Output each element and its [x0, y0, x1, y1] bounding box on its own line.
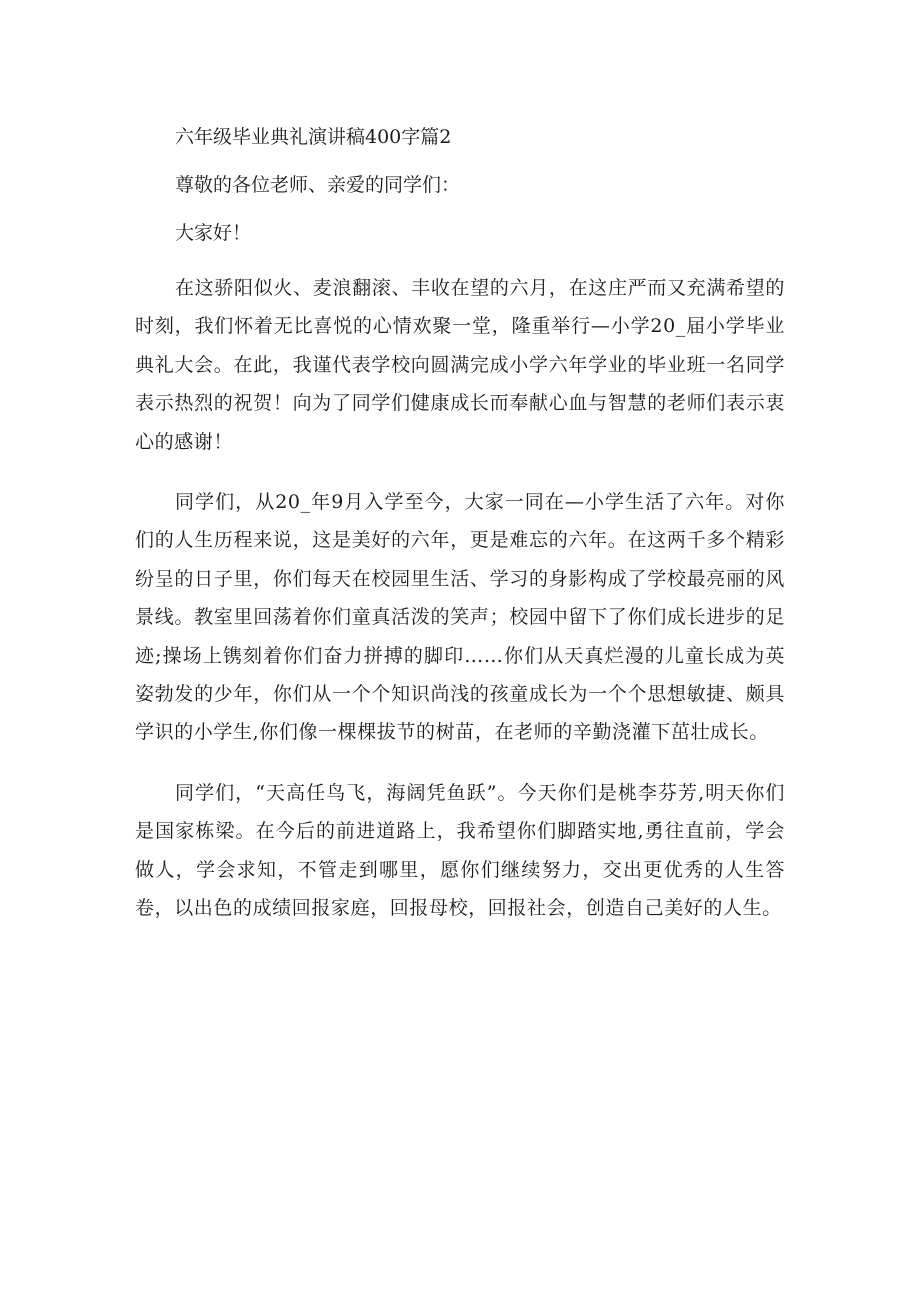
greeting: 大家好！: [175, 222, 252, 244]
paragraph-six-years: 同学们，从20_年9月入学至今，大家一同在—小学生活了六年。对你们的人生历程来说，这是美好的六年，更是难忘的六年。在这两千多个精彩纷呈的日子里，你们每天在校园里生活、学习的身影构成了学校最亮丽的风景线。教室里回荡着你们童真活泼的笑声；校园中留下了你们成长进步的足迹;操场上镌刻着你们奋力拼搏的脚印……你们从天真烂漫的儿童长成为英姿勃发的少年，你们从一个个知识尚浅的孩童成长为一个个思想敏捷、颇具学识的小学生,你们像一棵棵拔节的树苗，在老师的辛勤浇灌下茁壮成长。: [135, 491, 785, 744]
salutation: 尊敬的各位老师、亲爱的同学们：: [175, 174, 461, 196]
paragraph-opening: 在这骄阳似火、麦浪翻滚、丰收在望的六月，在这庄严而又充满希望的时刻，我们怀着无比喜悦的心情欢聚一堂，隆重举行—小学20_届小学毕业典礼大会。在此，我谨代表学校向圆满完成小学六年学业的毕业班一名同学表示热烈的祝贺！向为了同学们健康成长而奉献心血与智慧的老师们表示衷心的感谢！: [135, 277, 785, 453]
paragraph-wishes: 同学们，“天高任鸟飞，海阔凭鱼跃”。今天你们是桃李芬芳,明天你们是国家栋梁。在今后的前进道路上，我希望你们脚踏实地,勇往直前，学会做人，学会求知，不管走到哪里，愿你们继续努力，交出更优秀的人生答卷，以出色的成绩回报家庭，回报母校，回报社会，创造自己美好的人生。: [135, 781, 785, 920]
document-title: 六年级毕业典礼演讲稿400字篇2: [175, 126, 452, 148]
document-page: [135, 118, 785, 950]
